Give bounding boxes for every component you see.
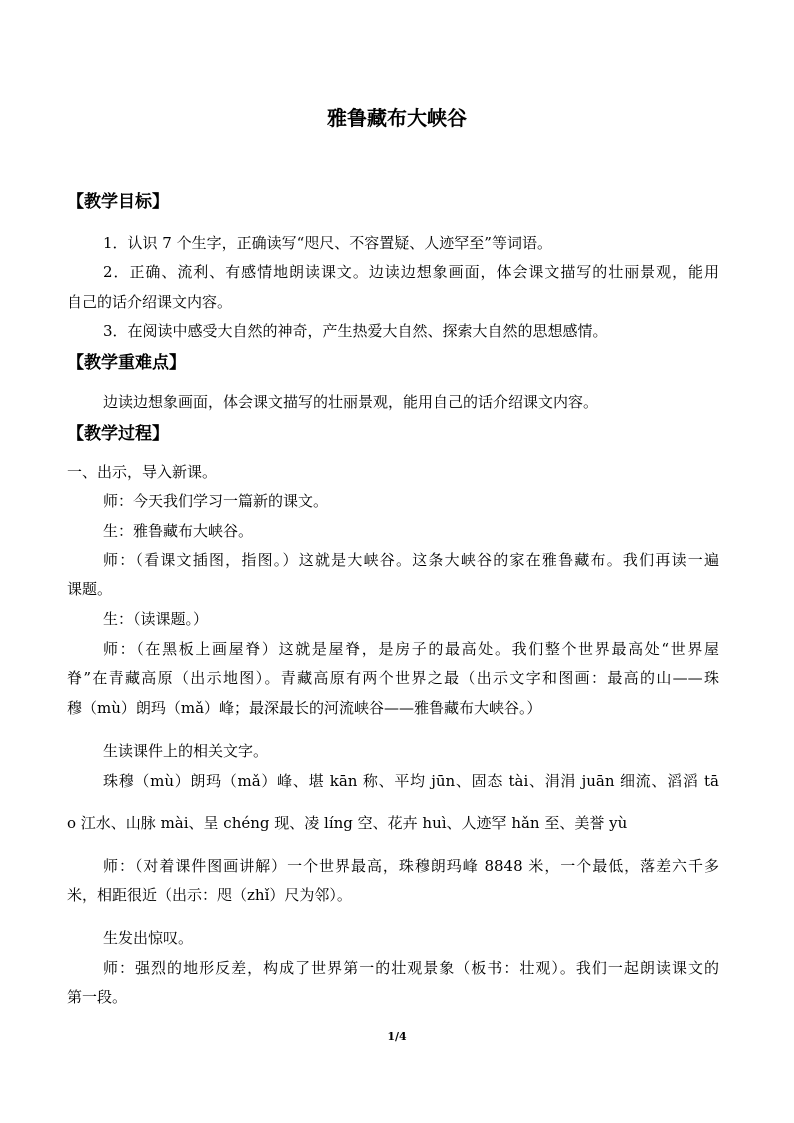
key-points-text: 边读边想象画面，体会课文描写的壮丽景观，能用自己的话介绍课文内容。 <box>103 393 599 411</box>
page-number: 1/4 <box>387 1030 407 1043</box>
process-line: 师：今天我们学习一篇新的课文。 <box>103 492 329 510</box>
process-line: 生读课件上的相关文字。 <box>103 742 269 760</box>
process-line: 生：雅鲁藏布大峡谷。 <box>103 522 254 540</box>
section-heading-process: 【教学过程】 <box>67 424 169 444</box>
process-line: 珠穆（mù）朗玛（mǎ）峰、堪 kān 称、平均 jūn、固态 tài、涓涓 juān 细流、滔滔 tā <box>103 772 719 790</box>
process-line: 生：（读课题。） <box>103 610 209 628</box>
process-line: 师：（对着课件图画讲解）一个世界最高，珠穆朗玛峰 8848 米，一个最低，落差六千多 <box>103 857 719 875</box>
page-title: 雅鲁藏布大峡谷 <box>327 106 467 130</box>
goal-item-3: 3．在阅读中感受大自然的神奇，产生热爱大自然、探索大自然的思想感情。 <box>103 322 608 340</box>
goal-item-2: 2．正确、流利、有感情地朗读课文。边读边想象画面，体会课文描写的壮丽景观，能用 <box>103 263 719 281</box>
process-line: 米，相距很近（出示：咫（zhǐ）尺为邻）。 <box>67 886 352 904</box>
process-line: 脊”在青藏高原（出示地图）。青藏高原有两个世界之最（出示文字和图画：最高的山——珠 <box>67 669 719 687</box>
process-line: 课题。 <box>67 580 113 598</box>
process-line: 师：（在黑板上画屋脊）这就是屋脊，是房子的最高处。我们整个世界最高处“世界屋 <box>103 640 719 658</box>
process-line: 生发出惊叹。 <box>103 929 194 947</box>
process-line: o 江水、山脉 mài、呈 chéng 现、凌 líng 空、花卉 huì、人迹罕 hǎn 至、美誉 yù <box>67 814 628 832</box>
process-line: 一、出示，导入新课。 <box>67 463 218 481</box>
process-line: 第一段。 <box>67 988 128 1006</box>
goal-item-2-cont: 自己的话介绍课文内容。 <box>67 293 233 311</box>
section-heading-key-points: 【教学重难点】 <box>67 353 186 373</box>
process-line: 师：（看课文插图，指图。）这就是大峡谷。这条大峡谷的家在雅鲁藏布。我们再读一遍 <box>103 551 719 569</box>
goal-item-1: 1．认识 7 个生字，正确读写“咫尺、不容置疑、人迹罕至”等词语。 <box>103 234 552 252</box>
process-line: 穆（mù）朗玛（mǎ）峰；最深最长的河流峡谷——雅鲁藏布大峡谷。） <box>67 699 542 717</box>
section-heading-goals: 【教学目标】 <box>67 192 169 212</box>
process-line: 师：强烈的地形反差，构成了世界第一的壮观景象（板书：壮观）。我们一起朗读课文的 <box>103 959 719 977</box>
